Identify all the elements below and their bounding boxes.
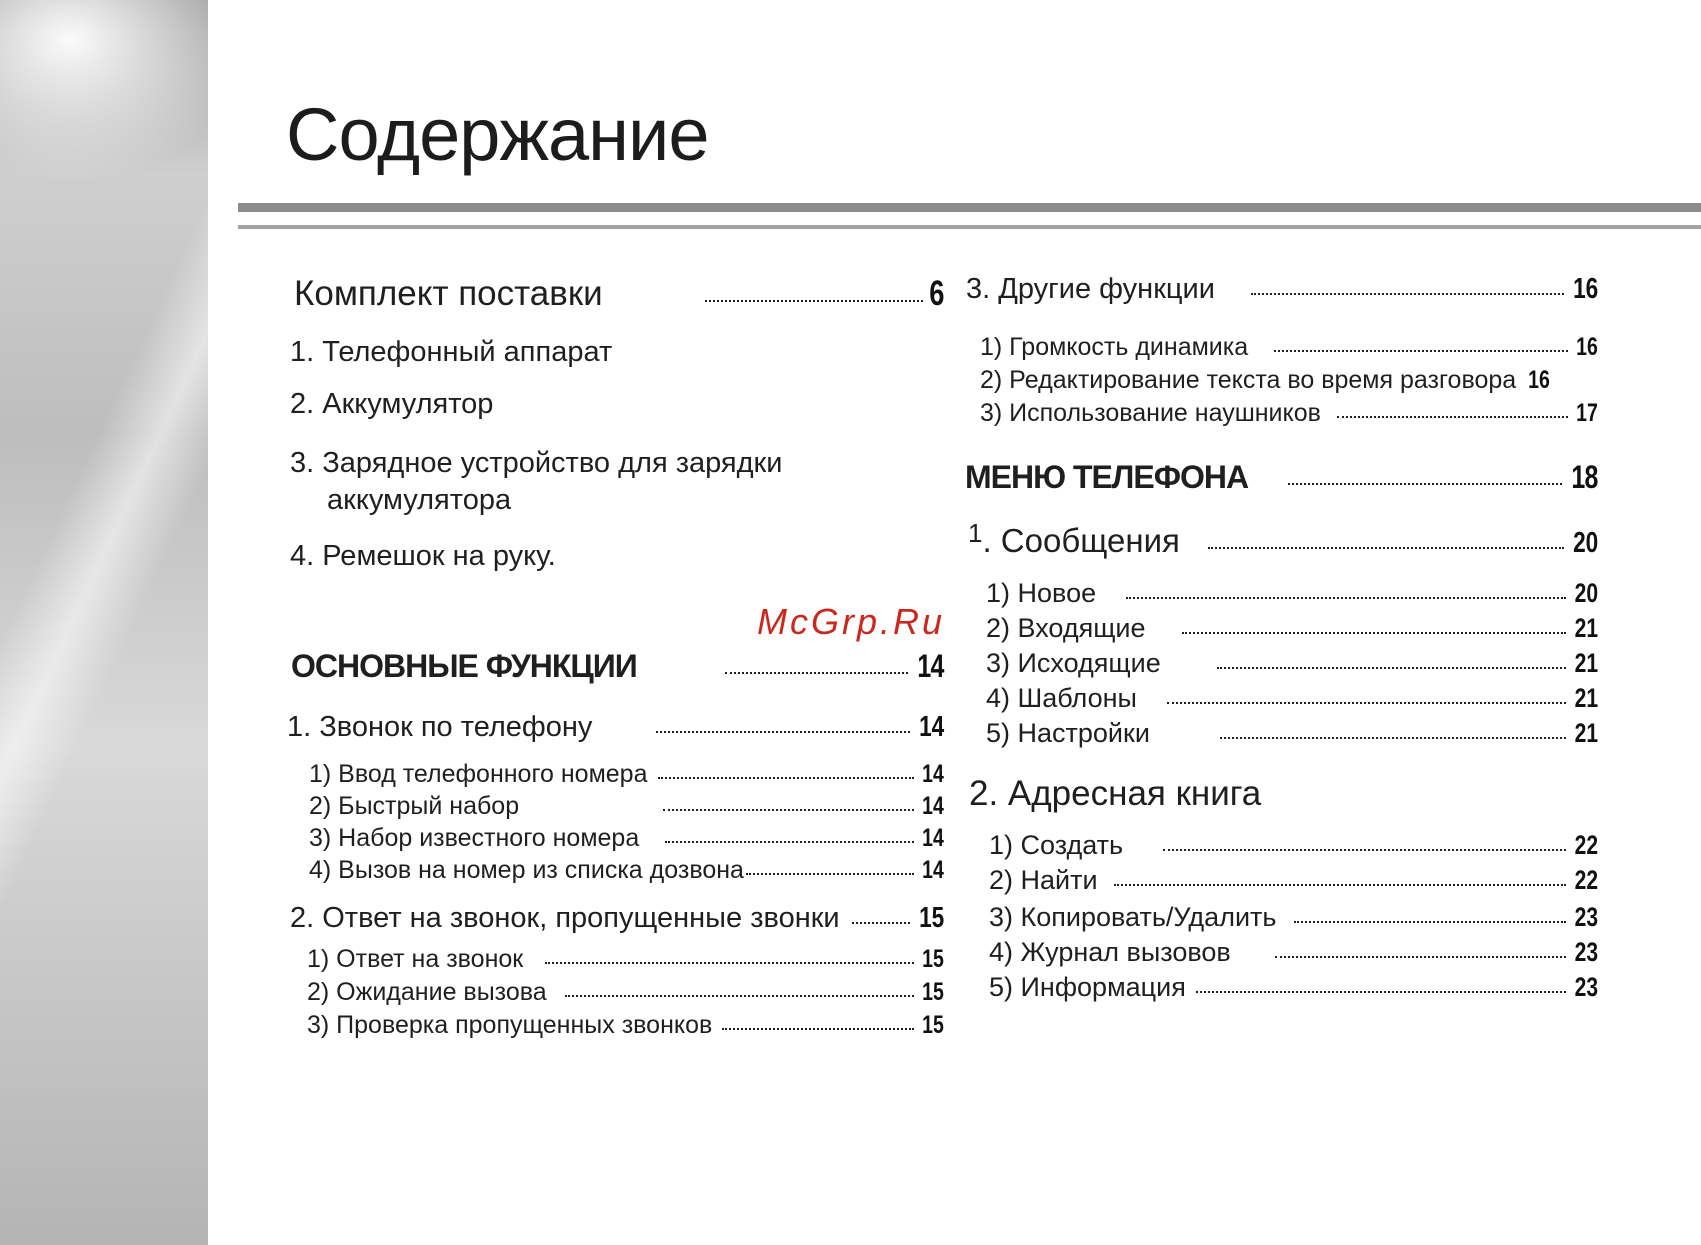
toc-entry-address-book: 2. Адресная книга [969,774,1262,813]
kit-item: 2. Аккумулятор [290,388,494,420]
watermark: McGrp.Ru [757,601,946,642]
page-title: Содержание [286,93,709,176]
kit-item: 1. Телефонный аппарат [290,336,613,368]
toc-entry-kit[interactable]: Комплект поставки 6 [294,274,944,313]
toc-entry-messages-3[interactable]: 3) Исходящие 21 [986,648,1598,678]
toc-entry-answer-3[interactable]: 3) Проверка пропущенных звонков 15 [307,1011,944,1039]
kit-item: 3. Зарядное устройство для зарядки [290,447,783,479]
toc-entry-messages-4[interactable]: 4) Шаблоны 21 [986,683,1598,713]
toc-entry-address-book-5[interactable]: 5) Информация 23 [989,972,1598,1002]
toc-entry-other[interactable]: 3. Другие функции 16 [966,273,1598,305]
toc-entry-call[interactable]: 1. Звонок по телефону 14 [287,711,944,743]
toc-entry-call-2[interactable]: 2) Быстрый набор 14 [309,792,944,820]
toc-entry-answer-1[interactable]: 1) Ответ на звонок 15 [307,945,944,973]
toc-entry-phone-menu[interactable]: МЕНЮ ТЕЛЕФОНА 18 [965,459,1598,495]
toc-entry-answer[interactable]: 2. Ответ на звонок, пропущенные звонки 15 [290,902,944,934]
toc-entry-address-book-3[interactable]: 3) Копировать/Удалить 23 [989,902,1598,932]
toc-entry-messages[interactable]: 1 . Сообщения 20 [968,518,1598,559]
toc-entry-call-3[interactable]: 3) Набор известного номера 14 [309,824,944,852]
toc-entry-address-book-4[interactable]: 4) Журнал вызовов 23 [989,937,1598,967]
kit-item: аккумулятора [327,484,512,516]
toc-entry-call-1[interactable]: 1) Ввод телефонного номера 14 [309,760,944,788]
toc-entry-address-book-1[interactable]: 1) Создать 22 [989,830,1598,860]
toc-entry-messages-5[interactable]: 5) Настройки 21 [986,718,1598,748]
toc-entry-address-book-2[interactable]: 2) Найти 22 [989,865,1598,895]
toc-entry-basic-functions[interactable]: ОСНОВНЫЕ ФУНКЦИИ 14 [291,648,944,684]
toc-entry-other-1[interactable]: 1) Громкость динамика 16 [980,333,1598,361]
kit-item: 4. Ремешок на руку. [290,540,556,572]
toc-entry-other-2[interactable]: 2) Редактирование текста во время разговора 16 [980,366,1550,394]
toc-entry-messages-1[interactable]: 1) Новое 20 [986,578,1598,608]
toc-entry-call-4[interactable]: 4) Вызов на номер из списка дозвона 14 [309,856,944,884]
toc-entry-other-3[interactable]: 3) Использование наушников 17 [980,399,1598,427]
toc-entry-messages-2[interactable]: 2) Входящие 21 [986,613,1598,643]
toc-entry-answer-2[interactable]: 2) Ожидание вызова 15 [307,978,944,1006]
